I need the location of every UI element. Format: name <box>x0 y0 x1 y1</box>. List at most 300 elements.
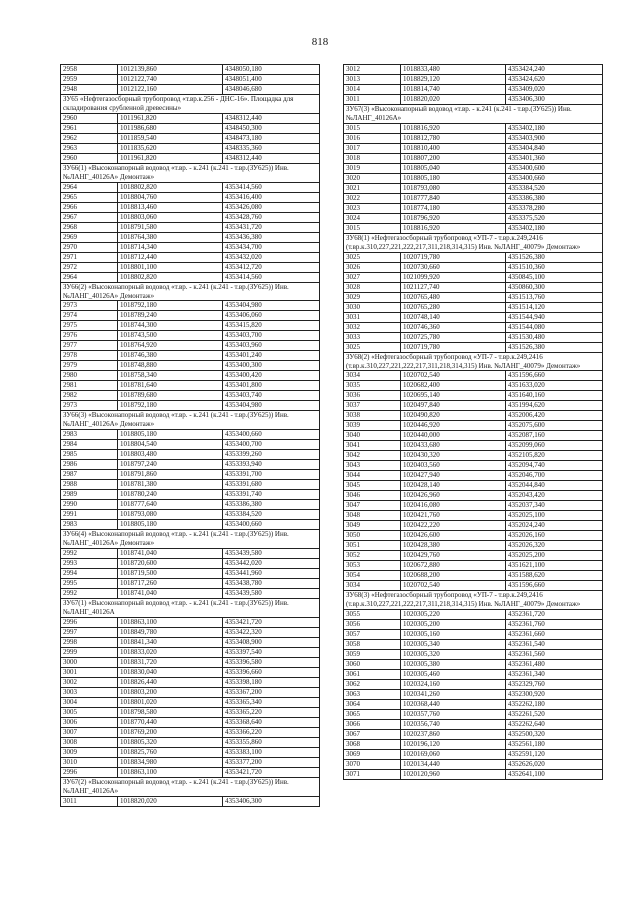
table-row <box>344 262 603 272</box>
y-coordinate: 4353424,620 <box>506 75 603 85</box>
x-coordinate: 1018758,340 <box>118 371 223 381</box>
point-number: 3011 <box>344 95 401 105</box>
point-number: 2961 <box>61 123 118 133</box>
point-number: 2988 <box>61 480 118 490</box>
point-number: 2989 <box>61 490 118 500</box>
point-number: 3038 <box>344 411 401 421</box>
x-coordinate: 1018717,260 <box>118 579 223 589</box>
y-coordinate: 4352261,520 <box>506 710 603 720</box>
x-coordinate: 1020421,760 <box>401 511 506 521</box>
y-coordinate: 4353400,420 <box>223 371 320 381</box>
y-coordinate: 4352262,640 <box>506 720 603 730</box>
table-row <box>61 500 320 510</box>
y-coordinate: 4353428,760 <box>223 212 320 222</box>
y-coordinate: 4351640,160 <box>506 391 603 401</box>
x-coordinate: 1018712,440 <box>118 252 223 262</box>
point-number: 2996 <box>61 767 118 777</box>
point-number: 3025 <box>344 342 401 352</box>
x-coordinate: 1020324,160 <box>401 680 506 690</box>
point-number: 3006 <box>61 717 118 727</box>
y-coordinate: 4352099,060 <box>506 441 603 451</box>
x-coordinate: 1020746,360 <box>401 322 506 332</box>
x-coordinate: 1020403,560 <box>401 461 506 471</box>
table-row <box>61 153 320 163</box>
y-coordinate: 4352025,200 <box>506 551 603 561</box>
x-coordinate: 1011986,680 <box>118 123 223 133</box>
table-row <box>344 302 603 312</box>
table-row <box>61 242 320 252</box>
table-row <box>61 202 320 212</box>
table-row <box>344 491 603 501</box>
table-row <box>344 65 603 75</box>
table-row <box>344 272 603 282</box>
x-coordinate: 1018802,820 <box>118 182 223 192</box>
table-row <box>344 123 603 133</box>
y-coordinate: 4352329,760 <box>506 680 603 690</box>
y-coordinate: 4348050,180 <box>223 65 320 75</box>
point-number: 2960 <box>61 153 118 163</box>
y-coordinate: 4351530,480 <box>506 332 603 342</box>
y-coordinate: 4352046,700 <box>506 471 603 481</box>
table-row <box>61 647 320 657</box>
x-coordinate: 1018764,920 <box>118 341 223 351</box>
y-coordinate: 4353400,700 <box>223 440 320 450</box>
table-row <box>344 730 603 740</box>
y-coordinate: 4353400,660 <box>223 520 320 530</box>
y-coordinate: 4353386,380 <box>223 500 320 510</box>
x-coordinate: 1018743,500 <box>118 331 223 341</box>
x-coordinate: 1020702,540 <box>401 581 506 591</box>
x-coordinate: 1018746,380 <box>118 351 223 361</box>
y-coordinate: 4352500,320 <box>506 730 603 740</box>
y-coordinate: 4350845,100 <box>506 272 603 282</box>
x-coordinate: 1018820,020 <box>118 796 223 806</box>
table-row <box>344 173 603 183</box>
table-row <box>61 569 320 579</box>
table-row <box>61 559 320 569</box>
x-coordinate: 1018793,080 <box>401 183 506 193</box>
table-row <box>344 670 603 680</box>
point-number: 2973 <box>61 401 118 411</box>
table-row <box>61 510 320 520</box>
point-number: 2971 <box>61 252 118 262</box>
x-coordinate: 1011961,820 <box>118 113 223 123</box>
table-row <box>61 687 320 697</box>
y-coordinate: 4353384,520 <box>506 183 603 193</box>
point-number: 3033 <box>344 332 401 342</box>
x-coordinate: 1020433,680 <box>401 441 506 451</box>
table-row <box>344 461 603 471</box>
x-coordinate: 1020730,660 <box>401 262 506 272</box>
table-row <box>344 451 603 461</box>
point-number: 3064 <box>344 700 401 710</box>
x-coordinate: 1020748,140 <box>401 312 506 322</box>
table-row <box>344 571 603 581</box>
x-coordinate: 1018777,640 <box>118 500 223 510</box>
point-number: 2965 <box>61 192 118 202</box>
section-header-row <box>61 599 320 618</box>
point-number: 3048 <box>344 511 401 521</box>
point-number: 3015 <box>344 223 401 233</box>
y-coordinate: 4353421,720 <box>223 617 320 627</box>
table-row <box>344 322 603 332</box>
y-coordinate: 4353403,900 <box>506 133 603 143</box>
y-coordinate: 4348335,360 <box>223 143 320 153</box>
table-row <box>344 203 603 213</box>
point-number: 3061 <box>344 670 401 680</box>
table-row <box>61 381 320 391</box>
x-coordinate: 1020446,920 <box>401 421 506 431</box>
x-coordinate: 1018780,240 <box>118 490 223 500</box>
point-number: 3042 <box>344 451 401 461</box>
table-row <box>61 252 320 262</box>
x-coordinate: 1018770,440 <box>118 717 223 727</box>
x-coordinate: 1020305,380 <box>401 660 506 670</box>
x-coordinate: 1020490,820 <box>401 411 506 421</box>
point-number: 2970 <box>61 242 118 252</box>
x-coordinate: 1018803,060 <box>118 212 223 222</box>
x-coordinate: 1018804,540 <box>118 440 223 450</box>
y-coordinate: 4348473,180 <box>223 133 320 143</box>
point-number: 3047 <box>344 501 401 511</box>
table-row <box>344 541 603 551</box>
x-coordinate: 1018792,180 <box>118 301 223 311</box>
x-coordinate: 1018820,020 <box>401 95 506 105</box>
x-coordinate: 1020120,960 <box>401 770 506 780</box>
point-number: 2962 <box>61 133 118 143</box>
table-row <box>61 331 320 341</box>
y-coordinate: 4353436,380 <box>223 232 320 242</box>
point-number: 2995 <box>61 579 118 589</box>
table-row <box>61 637 320 647</box>
x-coordinate: 1018833,020 <box>118 647 223 657</box>
table-row <box>344 342 603 352</box>
x-coordinate: 1018829,120 <box>401 75 506 85</box>
point-number: 3022 <box>344 193 401 203</box>
y-coordinate: 4353404,980 <box>223 301 320 311</box>
point-number: 3011 <box>61 796 118 806</box>
point-number: 3044 <box>344 471 401 481</box>
y-coordinate: 4352026,320 <box>506 541 603 551</box>
table-row <box>61 272 320 282</box>
x-coordinate: 1018714,340 <box>118 242 223 252</box>
x-coordinate: 1018797,240 <box>118 460 223 470</box>
table-row <box>61 361 320 371</box>
y-coordinate: 4350860,300 <box>506 282 603 292</box>
x-coordinate: 1018791,580 <box>118 222 223 232</box>
point-number: 3008 <box>61 737 118 747</box>
table-row <box>344 75 603 85</box>
table-row <box>344 183 603 193</box>
point-number: 3051 <box>344 541 401 551</box>
table-row <box>344 501 603 511</box>
table-row <box>344 252 603 262</box>
table-row <box>61 579 320 589</box>
y-coordinate: 4351596,660 <box>506 581 603 591</box>
x-coordinate: 1018805,320 <box>118 737 223 747</box>
y-coordinate: 4353375,520 <box>506 213 603 223</box>
x-coordinate: 1020765,480 <box>401 292 506 302</box>
section-header-row <box>61 530 320 549</box>
point-number: 3003 <box>61 687 118 697</box>
y-coordinate: 4353408,900 <box>223 637 320 647</box>
point-number: 2958 <box>61 65 118 75</box>
x-coordinate: 1020672,880 <box>401 561 506 571</box>
table-row <box>344 441 603 451</box>
point-number: 3062 <box>344 680 401 690</box>
table-row <box>344 581 603 591</box>
x-coordinate: 1018802,820 <box>118 272 223 282</box>
table-row <box>61 490 320 500</box>
y-coordinate: 4352262,180 <box>506 700 603 710</box>
table-row <box>61 351 320 361</box>
point-number: 2983 <box>61 520 118 530</box>
x-coordinate: 1018781,380 <box>118 480 223 490</box>
y-coordinate: 4353400,300 <box>223 361 320 371</box>
x-coordinate: 1018789,680 <box>118 391 223 401</box>
table-row <box>344 551 603 561</box>
x-coordinate: 1020422,220 <box>401 521 506 531</box>
table-row <box>61 212 320 222</box>
x-coordinate: 1021127,740 <box>401 282 506 292</box>
point-number: 3049 <box>344 521 401 531</box>
table-row <box>344 163 603 173</box>
table-row <box>61 371 320 381</box>
table-row <box>61 85 320 95</box>
y-coordinate: 4351544,080 <box>506 322 603 332</box>
point-number: 3071 <box>344 770 401 780</box>
y-coordinate: 4351633,020 <box>506 381 603 391</box>
table-row <box>344 95 603 105</box>
table-row <box>61 192 320 202</box>
y-coordinate: 4353397,540 <box>223 647 320 657</box>
table-row <box>344 85 603 95</box>
x-coordinate: 1018793,080 <box>118 510 223 520</box>
table-row <box>61 589 320 599</box>
y-coordinate: 4348051,400 <box>223 75 320 85</box>
y-coordinate: 4353355,860 <box>223 737 320 747</box>
y-coordinate: 4353368,640 <box>223 717 320 727</box>
point-number: 2993 <box>61 559 118 569</box>
point-number: 3015 <box>344 123 401 133</box>
point-number: 2975 <box>61 321 118 331</box>
point-number: 2992 <box>61 549 118 559</box>
y-coordinate: 4351588,620 <box>506 571 603 581</box>
point-number: 2981 <box>61 381 118 391</box>
table-row <box>61 321 320 331</box>
x-coordinate: 1011961,820 <box>118 153 223 163</box>
section-header-row <box>344 591 603 610</box>
y-coordinate: 4351526,380 <box>506 342 603 352</box>
y-coordinate: 4353367,200 <box>223 687 320 697</box>
point-number: 3058 <box>344 640 401 650</box>
x-coordinate: 1018796,920 <box>401 213 506 223</box>
x-coordinate: 1018791,860 <box>118 470 223 480</box>
table-row <box>344 153 603 163</box>
y-coordinate: 4348450,300 <box>223 123 320 133</box>
section-title: ЗУ66(1) «Высоконапорный водовод «т.вр. - к.241 (к.241 - т.вр.(ЗУ625)) Инв. №ЛАНГ_40126А» Демонтаж» <box>61 163 320 182</box>
y-coordinate: 4352037,340 <box>506 501 603 511</box>
y-coordinate: 4353422,320 <box>223 627 320 637</box>
x-coordinate: 1018741,040 <box>118 549 223 559</box>
x-coordinate: 1018849,780 <box>118 627 223 637</box>
table-row <box>344 511 603 521</box>
table-row <box>344 680 603 690</box>
x-coordinate: 1020765,280 <box>401 302 506 312</box>
y-coordinate: 4353383,100 <box>223 747 320 757</box>
table-row <box>344 700 603 710</box>
point-number: 3034 <box>344 371 401 381</box>
x-coordinate: 1020341,260 <box>401 690 506 700</box>
table-row <box>61 460 320 470</box>
x-coordinate: 1020134,440 <box>401 760 506 770</box>
point-number: 3019 <box>344 163 401 173</box>
point-number: 3069 <box>344 750 401 760</box>
x-coordinate: 1020357,760 <box>401 710 506 720</box>
point-number: 3057 <box>344 630 401 640</box>
point-number: 3023 <box>344 203 401 213</box>
table-row <box>344 531 603 541</box>
point-number: 2998 <box>61 637 118 647</box>
table-row <box>61 697 320 707</box>
y-coordinate: 4353415,820 <box>223 321 320 331</box>
y-coordinate: 4351513,760 <box>506 292 603 302</box>
point-number: 3001 <box>61 667 118 677</box>
y-coordinate: 4352361,720 <box>506 610 603 620</box>
y-coordinate: 4353434,700 <box>223 242 320 252</box>
point-number: 2969 <box>61 232 118 242</box>
table-row <box>344 770 603 780</box>
section-header-row <box>61 163 320 182</box>
point-number: 3002 <box>61 677 118 687</box>
point-number: 3024 <box>344 213 401 223</box>
x-coordinate: 1020428,380 <box>401 541 506 551</box>
x-coordinate: 1018798,580 <box>118 707 223 717</box>
section-header-row <box>61 282 320 301</box>
x-coordinate: 1018826,440 <box>118 677 223 687</box>
table-row <box>344 630 603 640</box>
point-number: 3021 <box>344 183 401 193</box>
table-row <box>61 450 320 460</box>
x-coordinate: 1018781,640 <box>118 381 223 391</box>
y-coordinate: 4351994,620 <box>506 401 603 411</box>
point-number: 3025 <box>344 252 401 262</box>
point-number: 3063 <box>344 690 401 700</box>
table-row <box>344 421 603 431</box>
x-coordinate: 1020237,860 <box>401 730 506 740</box>
table-row <box>61 232 320 242</box>
y-coordinate: 4352026,160 <box>506 531 603 541</box>
table-row <box>61 182 320 192</box>
y-coordinate: 4352105,820 <box>506 451 603 461</box>
table-row <box>61 627 320 637</box>
x-coordinate: 1020305,460 <box>401 670 506 680</box>
table-row <box>61 262 320 272</box>
point-number: 3026 <box>344 262 401 272</box>
table-row <box>344 640 603 650</box>
point-number: 3016 <box>344 133 401 143</box>
table-row <box>344 411 603 421</box>
point-number: 2974 <box>61 311 118 321</box>
x-coordinate: 1020702,540 <box>401 371 506 381</box>
table-row <box>344 750 603 760</box>
point-number: 2985 <box>61 450 118 460</box>
y-coordinate: 4353438,780 <box>223 579 320 589</box>
section-header-row <box>344 233 603 252</box>
table-row <box>61 549 320 559</box>
right-coordinate-table <box>343 64 601 780</box>
point-number: 2963 <box>61 143 118 153</box>
y-coordinate: 4353365,220 <box>223 707 320 717</box>
x-coordinate: 1018816,920 <box>401 123 506 133</box>
table-row <box>344 332 603 342</box>
table-row <box>344 193 603 203</box>
point-number: 2959 <box>61 75 118 85</box>
y-coordinate: 4352075,600 <box>506 421 603 431</box>
point-number: 2967 <box>61 212 118 222</box>
point-number: 2977 <box>61 341 118 351</box>
table-row <box>61 470 320 480</box>
point-number: 3052 <box>344 551 401 561</box>
section-title: ЗУ67(1) «Высоконапорный водовод «т.вр. - к.241 (к.241 - т.вр.(ЗУ625)) Инв. №ЛАНГ_40126А <box>61 599 320 618</box>
x-coordinate: 1020426,960 <box>401 491 506 501</box>
point-number: 3065 <box>344 710 401 720</box>
point-number: 3034 <box>344 581 401 591</box>
table-row <box>61 520 320 530</box>
point-number: 3014 <box>344 85 401 95</box>
table-row <box>61 75 320 85</box>
section-title: ЗУ67(2) «Высоконапорный водовод «т.вр. - к.241 (к.241 - т.вр.(ЗУ625)) Инв. №ЛАНГ_40126А» <box>61 777 320 796</box>
point-number: 3029 <box>344 292 401 302</box>
point-number: 3055 <box>344 610 401 620</box>
y-coordinate: 4353386,380 <box>506 193 603 203</box>
y-coordinate: 4353391,700 <box>223 470 320 480</box>
y-coordinate: 4352361,560 <box>506 650 603 660</box>
x-coordinate: 1012122,160 <box>118 85 223 95</box>
table-row <box>61 311 320 321</box>
x-coordinate: 1018804,760 <box>118 192 223 202</box>
x-coordinate: 1018805,040 <box>401 163 506 173</box>
point-number: 2980 <box>61 371 118 381</box>
y-coordinate: 4353432,020 <box>223 252 320 262</box>
point-number: 3056 <box>344 620 401 630</box>
table-row <box>61 480 320 490</box>
point-number: 3017 <box>344 143 401 153</box>
x-coordinate: 1018807,200 <box>401 153 506 163</box>
x-coordinate: 1020695,140 <box>401 391 506 401</box>
table-row <box>344 660 603 670</box>
point-number: 2966 <box>61 202 118 212</box>
x-coordinate: 1018741,040 <box>118 589 223 599</box>
table-row <box>344 561 603 571</box>
y-coordinate: 4353377,200 <box>223 757 320 767</box>
y-coordinate: 4353398,180 <box>223 677 320 687</box>
y-coordinate: 4353439,580 <box>223 549 320 559</box>
y-coordinate: 4352361,480 <box>506 660 603 670</box>
x-coordinate: 1020429,760 <box>401 551 506 561</box>
point-number: 2982 <box>61 391 118 401</box>
y-coordinate: 4353378,280 <box>506 203 603 213</box>
x-coordinate: 1020497,840 <box>401 401 506 411</box>
y-coordinate: 4352006,420 <box>506 411 603 421</box>
table-row <box>61 677 320 687</box>
y-coordinate: 4353409,020 <box>506 85 603 95</box>
point-number: 2991 <box>61 510 118 520</box>
y-coordinate: 4353404,980 <box>223 401 320 411</box>
table-row <box>61 796 320 806</box>
y-coordinate: 4353401,360 <box>506 153 603 163</box>
point-number: 3004 <box>61 697 118 707</box>
